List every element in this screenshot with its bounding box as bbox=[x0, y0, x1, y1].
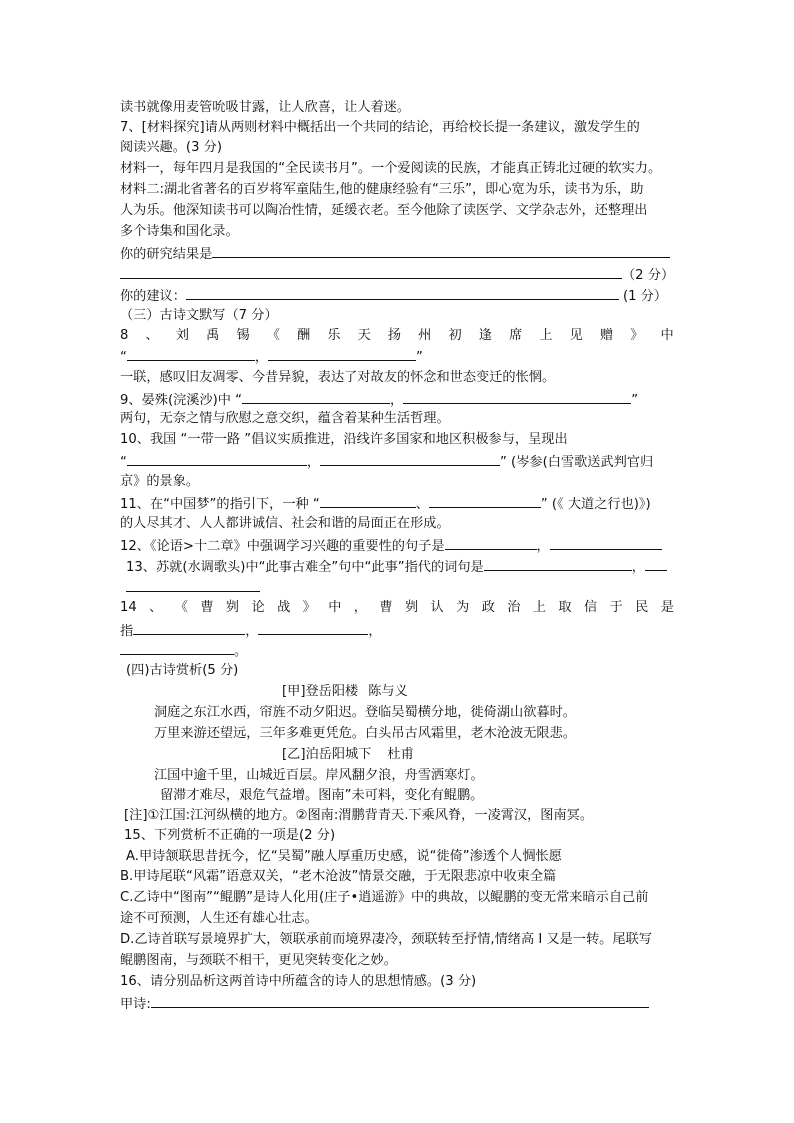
q11-blank-2[interactable] bbox=[429, 493, 541, 508]
poem-note: [注]①江国:江河纵横的地方。②图南:渭鹏背青天.下乘风脊，一凌霄汉，图南冥。 bbox=[124, 808, 594, 823]
q15-option-d-line2: 鲲鹏图南，与颈联不相干，更见突转变化之妙。 bbox=[120, 953, 397, 968]
q7-advice-label: 你的建议： bbox=[120, 289, 186, 304]
poem-b-line2: 留滞才难尽，艰危气益增。图南”未可料，变化有鲲鹏。 bbox=[160, 788, 484, 803]
q14-line3 bbox=[120, 640, 247, 660]
poem-a-line2: 万里来游还望远，三年多难更凭危。白头吊古风霜里，老木沧波无限悲。 bbox=[154, 726, 576, 741]
q8-tail: 一联，感叹旧友凋零、今昔异貌，表达了对故友的怀念和世态变迁的怅惘。 bbox=[120, 370, 556, 385]
q14-blank-3[interactable] bbox=[120, 640, 234, 655]
q14-comma-2: ， bbox=[368, 624, 382, 639]
q12-label: 12、《论语>十二章》中强调学习兴趣的重要性的句子是 bbox=[120, 539, 445, 554]
q7-material1: 材料一，每年四月是我国的“全民读书月”。一个爱阅读的民族，才能真正铸北过硬的软实力。 bbox=[120, 161, 662, 176]
q14-blank-2[interactable] bbox=[258, 620, 368, 635]
q8-char: 逢 bbox=[478, 328, 492, 343]
q7-score-a: （2 分） bbox=[622, 268, 675, 283]
q14-line2 bbox=[120, 620, 382, 640]
poem-b-line1: 江国中逾千里，山城近百层。岸风翻夕浪，舟雪洒寒灯。 bbox=[154, 768, 484, 783]
q8-char: 》 bbox=[630, 328, 644, 343]
q7-result-line bbox=[120, 243, 670, 263]
q10-open-quote: “ bbox=[120, 455, 127, 470]
q16-answer-blank[interactable] bbox=[151, 993, 649, 1008]
q8-char: 禹 bbox=[206, 328, 220, 343]
q9-close-quote: ” bbox=[631, 393, 639, 408]
q10-line3: 京》的景象。 bbox=[120, 474, 200, 489]
intro-line: 读书就像用麦管吮吸甘露，让人欣喜，让人着迷。 bbox=[120, 100, 411, 115]
poem-a-title-line bbox=[282, 682, 408, 702]
q14-char: 刿 bbox=[404, 600, 419, 615]
q11-label: 11、在“中国梦”的指引下，一种 “ bbox=[120, 497, 320, 512]
section4-heading: (四)古诗赏析(5 分) bbox=[126, 663, 239, 678]
q8-blank-2[interactable] bbox=[268, 346, 416, 361]
q7-material2-line2: 人为乐。他深知读书可以陶冶性情，延缓衣老。至今他除了读医学、文学杂志外，还整理出 bbox=[120, 203, 648, 218]
q8-char: 上 bbox=[539, 328, 553, 343]
q7-prompt-line1: 7、[材料探究]请从两则材料中概括出一个共同的结论，再给校长提一条建议，激发学生的 bbox=[120, 120, 640, 135]
q9-label: 9、晏殊(浣溪沙)中 “ bbox=[120, 393, 243, 408]
q8-char: 、 bbox=[145, 328, 159, 343]
q8-char: 锡 bbox=[236, 328, 250, 343]
q7-prompt-line2: 阅读兴趣。(3 分) bbox=[120, 140, 222, 155]
poem-b-author: 杜甫 bbox=[387, 747, 414, 762]
q14-char: 治 bbox=[507, 600, 521, 615]
q10-blank-1[interactable] bbox=[127, 451, 307, 466]
q13-line2 bbox=[126, 577, 260, 597]
q14-char: 论 bbox=[251, 600, 265, 615]
q14-char: 刿 bbox=[225, 600, 240, 615]
q11-source: ” (《 大道之行也)》) bbox=[540, 497, 651, 512]
q14-char: 政 bbox=[481, 600, 495, 615]
q14-blank-1[interactable] bbox=[133, 620, 245, 635]
q14-char: 为 bbox=[456, 600, 470, 615]
q7-result-label: 你的研究结果是 bbox=[120, 247, 213, 262]
q8-close-quote: ” bbox=[416, 350, 423, 365]
q12-blank-2[interactable] bbox=[550, 535, 662, 550]
q16-answer-line bbox=[120, 993, 649, 1013]
poem-a-line1: 洞庭之东江水西，帘旌不动夕阳迟。登临吴蜀横分地，徙倚湖山欲暮时。 bbox=[154, 705, 576, 720]
q7-result-blank2[interactable] bbox=[120, 264, 622, 279]
q7-result-blank[interactable] bbox=[212, 243, 670, 258]
q8-char: 8 bbox=[120, 328, 129, 343]
q14-char: 于 bbox=[609, 600, 623, 615]
q9-blank-1[interactable] bbox=[242, 389, 390, 404]
q14-char: 曹 bbox=[379, 600, 393, 615]
q14-char: 上 bbox=[532, 600, 547, 615]
q14-char: 14 bbox=[120, 600, 137, 615]
q8-char: 《 bbox=[266, 328, 280, 343]
q8-blank-1[interactable] bbox=[127, 346, 255, 361]
q8-char: 中 bbox=[660, 328, 674, 343]
q10-line2 bbox=[120, 451, 653, 471]
q15-option-b: B.甲诗尾联“风霜”语意双关，“老木沧波”情景交融，于无限悲凉中收束全篇 bbox=[120, 869, 557, 884]
q13-blank-1[interactable] bbox=[484, 556, 632, 571]
q8-char: 乐 bbox=[327, 328, 341, 343]
q7-advice-blank[interactable] bbox=[186, 285, 619, 300]
q7-material2-line1: 材料二:湖北省著名的百岁将军童陆生,他的健康经验有“三乐”，即心宽为乐，读书为乐，助 bbox=[120, 182, 644, 197]
q14-char: 中 bbox=[328, 600, 342, 615]
q8-char: 初 bbox=[448, 328, 462, 343]
q14-line1 bbox=[120, 598, 674, 618]
q14-char: 曹 bbox=[200, 600, 214, 615]
q11-line1 bbox=[120, 493, 651, 513]
q9-line1 bbox=[120, 389, 638, 409]
poem-b-title-line bbox=[282, 745, 414, 765]
q15-option-d-line1: D.乙诗首联写景境界扩大，领联承前而境界凄冷，颈联转至抒情,情绪高 I 又是一转。尾联写 bbox=[120, 932, 652, 947]
q11-comma: 、 bbox=[415, 497, 429, 512]
q7-material2-line3: 多个诗集和国化录。 bbox=[120, 224, 239, 239]
q10-blank-2[interactable] bbox=[320, 451, 500, 466]
q13-comma: ， bbox=[631, 560, 645, 575]
q14-char: 、 bbox=[149, 600, 163, 615]
q15-option-a: A.甲诗颔联思昔抚今，忆“吴蜀”融人厚重历史感，说“徙倚”渗透个人惆怅愿 bbox=[126, 849, 562, 864]
q10-source: ” (岑参(白雪歌送武判官归 bbox=[500, 455, 654, 470]
q14-char: ， bbox=[353, 600, 367, 615]
q15-stem: 15、下列赏析不正确的一项是(2 分) bbox=[124, 828, 336, 843]
q13-line bbox=[126, 556, 667, 576]
q14-char: 》 bbox=[302, 600, 316, 615]
section3-heading: （三）古诗文默写（7 分） bbox=[120, 308, 278, 323]
q8-char: 席 bbox=[509, 328, 523, 343]
q12-comma: ， bbox=[536, 539, 550, 554]
q8-char: 州 bbox=[418, 328, 432, 343]
q10-line1: 10、我国 “一带一路 ”倡议实质推进，沿线许多国家和地区积极参与，呈现出 bbox=[120, 432, 568, 447]
q14-period: 。 bbox=[234, 644, 248, 659]
q7-score-b: (1 分） bbox=[622, 289, 668, 304]
q13-blank-2a[interactable] bbox=[645, 556, 667, 571]
q8-line1 bbox=[120, 326, 674, 346]
q16-stem: 16、请分别品析这两首诗中所蕴含的诗人的思想情感。(3 分) bbox=[120, 974, 477, 989]
q8-char: 见 bbox=[569, 328, 583, 343]
q14-comma-1: ， bbox=[245, 624, 259, 639]
q9-comma: ， bbox=[390, 393, 404, 408]
q8-char: 酬 bbox=[296, 328, 311, 343]
q15-option-c-line2: 途不可预测，人生还有雄心壮志。 bbox=[120, 911, 318, 926]
q11-blank-1[interactable] bbox=[320, 493, 416, 508]
q7-advice-line bbox=[120, 285, 667, 305]
q16-label: 甲诗: bbox=[120, 997, 151, 1012]
poem-a-author: 陈与义 bbox=[368, 684, 408, 699]
q14-char: 《 bbox=[174, 600, 188, 615]
q14-char: 民 bbox=[635, 600, 649, 615]
q8-char: 刘 bbox=[175, 328, 189, 343]
q15-option-c-line1: C.乙诗中“图南”“鲲鹏”是诗人化用(庄子•逍遥游》中的典故，以鲲鹏的变无常来暗示自己前 bbox=[120, 890, 649, 905]
q8-open-quote: “ bbox=[120, 350, 127, 365]
q9-blank-2[interactable] bbox=[403, 389, 631, 404]
poem-a-title: [甲]登岳阳楼 bbox=[282, 684, 359, 699]
q10-comma: ， bbox=[306, 455, 321, 470]
q8-line2 bbox=[120, 346, 423, 366]
q14-char: 信 bbox=[584, 600, 598, 615]
q14-char: 认 bbox=[430, 600, 444, 615]
q9-tail: 两句，无奈之情与欣慰之意交织，蕴含着某种生活哲理。 bbox=[120, 411, 450, 426]
q8-char: 扬 bbox=[387, 328, 402, 343]
q12-line bbox=[120, 535, 662, 555]
q13-blank-2b[interactable] bbox=[126, 577, 260, 592]
q14-char: 战 bbox=[277, 600, 291, 615]
q11-line2: 的人尽其才、人人都讲诚信、社会和谐的局面正在形成。 bbox=[120, 516, 450, 531]
q8-comma: ， bbox=[254, 350, 269, 365]
q12-blank-1[interactable] bbox=[445, 535, 537, 550]
q14-char: 是 bbox=[660, 600, 674, 615]
q14-zhi: 指 bbox=[120, 624, 134, 639]
q8-char: 天 bbox=[357, 328, 371, 343]
q8-char: 赠 bbox=[599, 328, 614, 343]
q7-result-line2 bbox=[120, 264, 674, 284]
q14-char: 取 bbox=[558, 600, 572, 615]
poem-b-title: [乙]泊岳阳城下 bbox=[282, 747, 372, 762]
q13-label: 13、苏就(水调歌头)中“此事古难全”句中“此事”指代的词句是 bbox=[126, 560, 484, 575]
